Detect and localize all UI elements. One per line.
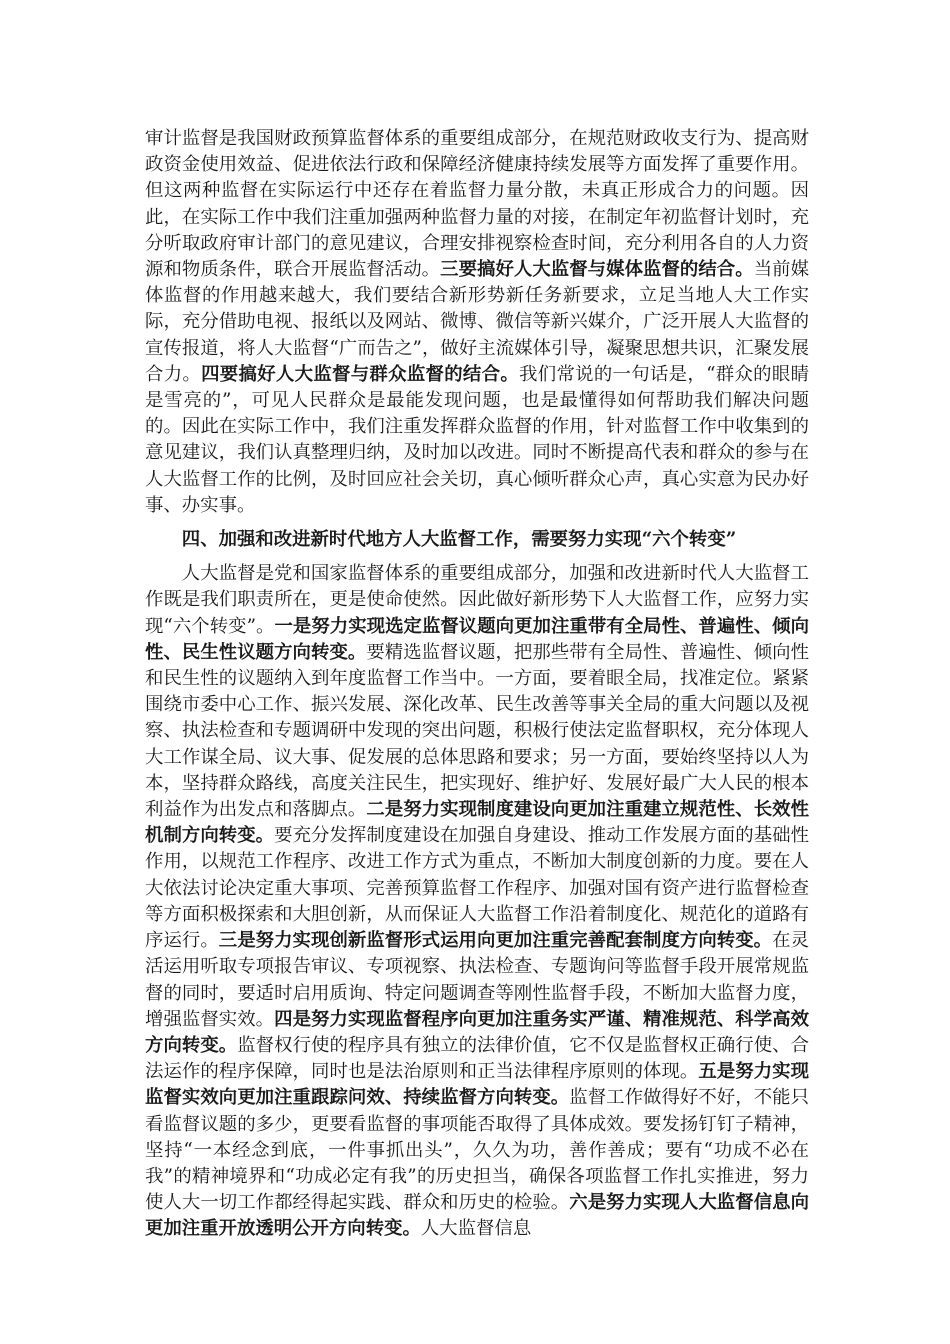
bold-point-three: 三要搞好人大监督与媒体监督的结合。 <box>440 259 754 281</box>
paragraph-text: 人大监督信息 <box>420 1218 532 1240</box>
paragraph-text: 人大监督是党和国家监督体系的重要组成部分，加强和改进新时代人大监督工作既是我们职责所在，更是使命使然。因此做好新形势下人大监督工作，应努力实现“六个转变”。 <box>145 563 809 637</box>
bold-transformation-one: 一是努力实现选定监督议题向更加注重带有全局性、普遍性、倾向性、民生性议题方向转变。 <box>145 615 809 663</box>
bold-point-four: 四要搞好人大监督与群众监督的结合。 <box>201 363 520 385</box>
document-page <box>145 126 809 1243</box>
bold-transformation-four: 四是努力实现监督程序向更加注重务实严谨、精准规范、科学高效方向转变。 <box>145 1008 809 1056</box>
paragraph-six-transformations <box>145 561 809 1242</box>
paragraph-text: 审计监督是我国财政预算监督体系的重要组成部分，在规范财政收支行为、提高财政资金使用效益、促进依法行政和保障经济健康持续发展等方面发挥了重要作用。但这两种监督在实际运行中还存在着监督力量分散，未真正形成合力的问题。因此，在实际工作中我们注重加强两种监督力量的对接，在制定年初监督计划时，充分听取政府审计部门的意见建议，合理安排视察检查时间，充分利用各自的人力资源和物质条件，联合开展监督活动。 <box>145 128 809 281</box>
paragraph-text: 监督权行使的程序具有独立的法律价值，它不仅是监督权正确行使、合法运作的程序保障，同时也是法治原则和正当法律程序原则的体现。 <box>145 1034 809 1083</box>
paragraph-text: 在灵活运用听取专项报告审议、专项视察、执法检查、专题询问等监督手段开展常规监督的同时，要适时启用质询、特定问题调查等刚性监督手段，不断加大监督力度，增强监督实效。 <box>145 930 809 1030</box>
bold-transformation-two: 二是努力实现制度建设向更加注重建立规范性、长效性机制方向转变。 <box>145 799 809 847</box>
bold-transformation-six: 六是努力实现人大监督信息向更加注重开放透明公开方向转变。 <box>145 1192 809 1240</box>
paragraph-text: 监督工作做得好不好，不能只看监督议题的多少，更要看监督的事项能否取得了具体成效。要发扬钉钉子精神，坚持“一本经念到底，一件事抓出头”，久久为功，善作善成；要有“功成不必在我”的精神境界和“功成必定有我”的历史担当，确保各项监督工作扎实推进，努力使人大一切工作都经得起实践、群众和历史的检验。 <box>145 1087 809 1214</box>
paragraph-text: 要充分发挥制度建设在加强自身建设、推动工作发展方面的基础性作用，以规范工作程序、改进工作方式为重点，不断加大制度创新的力度。要在人大依法讨论决定重大事项、完善预算监督工作程序、加强对国有资产进行监督检查等方面积极探索和大胆创新，从而保证人大监督工作沿着制度化、规范化的道路有序运行。 <box>145 825 809 952</box>
paragraph-text: 我们常说的一句话是，“群众的眼睛是雪亮的”，可见人民群众是最能发现问题，也是最懂得如何帮助我们解决问题的。因此在实际工作中，我们注重发挥群众监督的作用，针对监督工作中收集到的意见建议，我们认真整理归纳，及时加以改进。同时不断提高代表和群众的参与在人大监督工作的比例，及时回应社会关切，真心倾听群众心声，真心实意为民办好事、办实事。 <box>145 363 809 516</box>
bold-transformation-five: 五是努力实现监督实效向更加注重跟踪问效、持续监督方向转变。 <box>145 1061 809 1109</box>
paragraph-text: 要精选监督议题，把那些带有全局性、普遍性、倾向性和民生性的议题纳入到年度监督工作当中。一方面，要着眼全局，找准定位。紧紧围绕市委中心工作、振兴发展、深化改革、民生改善等事关全局的重大问题以及视察、执法检查和专题调研中发现的突出问题，积极行使法定监督职权，充分体现人大工作谋全局、议大事、促发展的总体思路和要求；另一方面，要始终坚持以人为本，坚持群众路线，高度关注民生，把实现好、维护好、发展好最广大人民的根本利益作为出发点和落脚点。 <box>145 641 809 821</box>
bold-transformation-three: 三是努力实现创新监督形式运用向更加注重完善配套制度方向转变。 <box>218 930 773 952</box>
section-heading-four: 四、加强和改进新时代地方人大监督工作，需要努力实现“六个转变” <box>181 529 737 551</box>
paragraph-text: 当前媒体监督的作用越来越大，我们要结合新形势新任务新要求，立足当地人大工作实际，充分借助电视、报纸以及网站、微博、微信等新兴媒介，广泛开展人大监督的宣传报道，将人大监督“广而告之”，做好主流媒体引导，凝聚思想共识，汇聚发展合力。 <box>145 259 809 385</box>
paragraph-audit-media-public-supervision <box>145 126 809 519</box>
